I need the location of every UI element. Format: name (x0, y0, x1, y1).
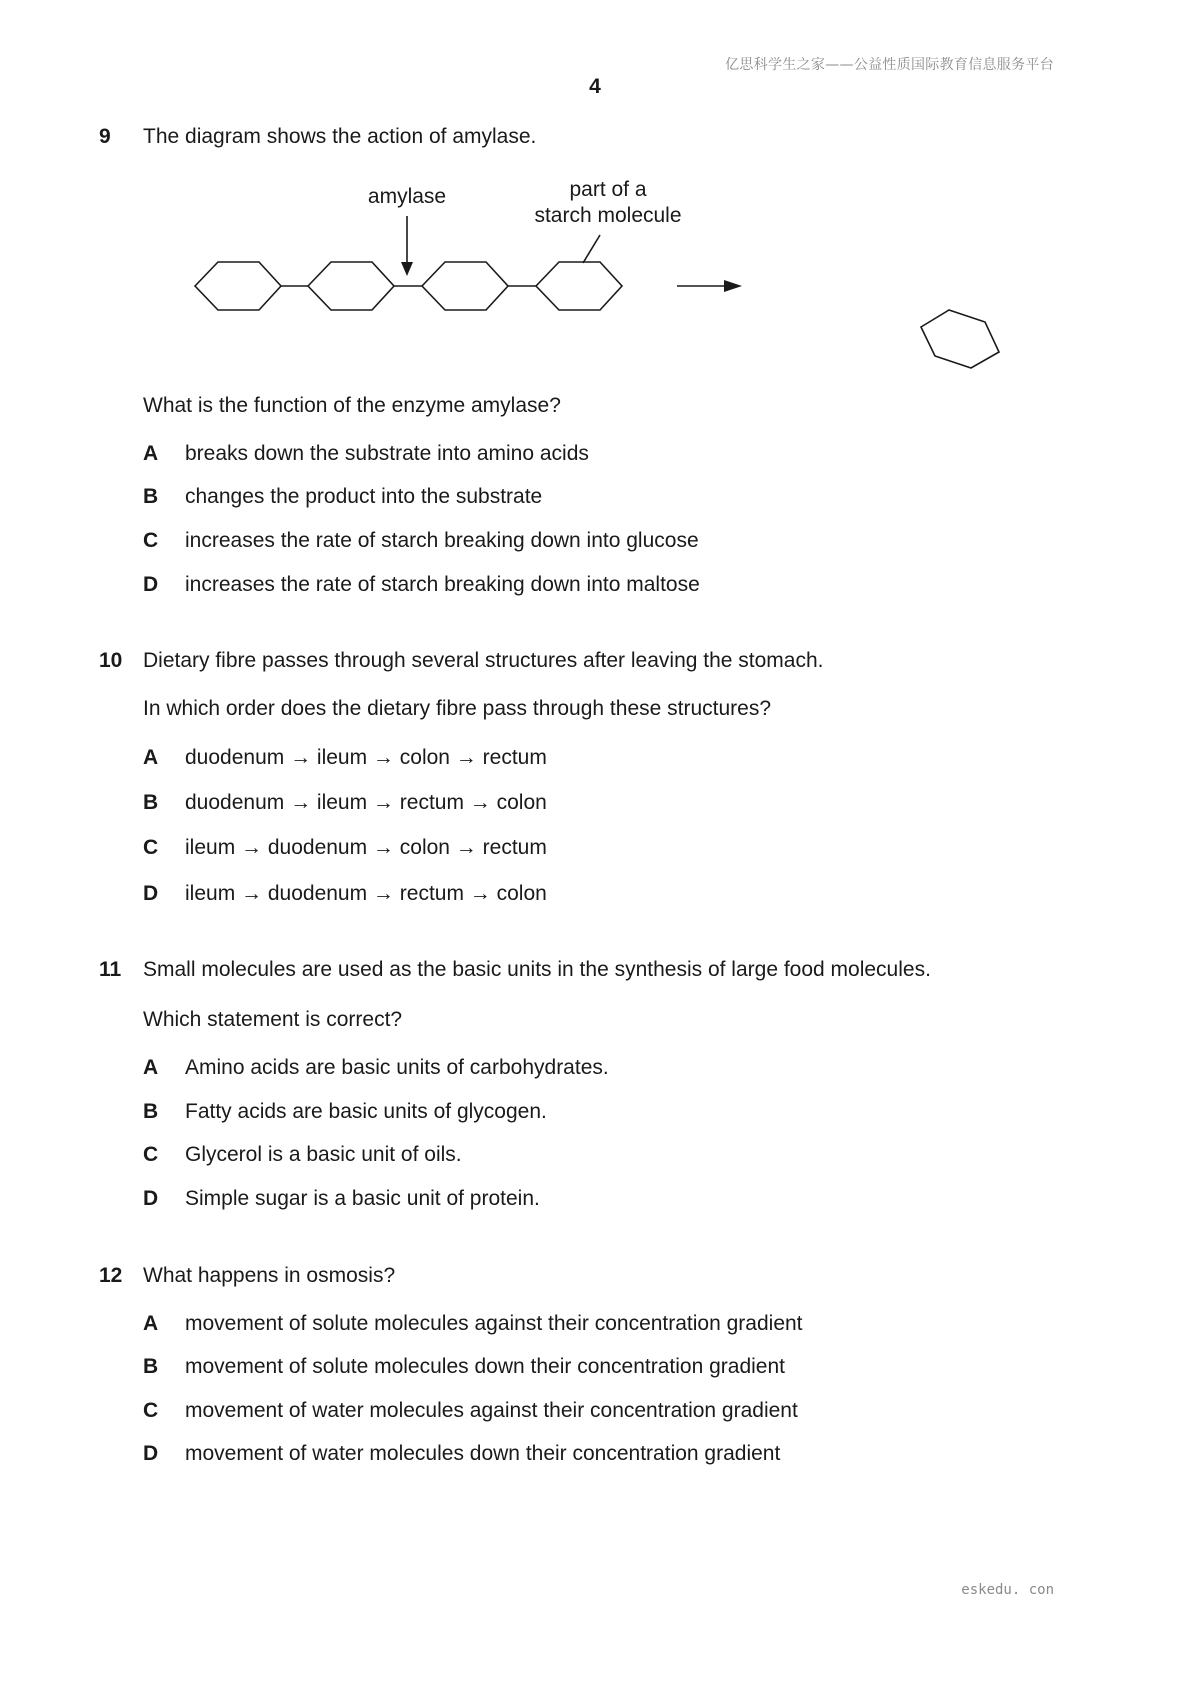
question-12-option-b: movement of solute molecules down their concentration gradient (185, 1355, 785, 1378)
question-10-option-a: duodenum → ileum → colon → rectum (185, 746, 547, 769)
question-11-option-b-letter: B (143, 1100, 159, 1123)
label-amylase: amylase (367, 185, 447, 208)
question-12-option-b-letter: B (143, 1355, 159, 1378)
question-10-prompt: In which order does the dietary fibre pass through these structures? (143, 697, 772, 720)
page-number: 4 (589, 75, 601, 98)
question-9-option-c-letter: C (143, 529, 159, 552)
question-12-option-a-letter: A (143, 1312, 159, 1335)
question-12-option-c-letter: C (143, 1399, 159, 1422)
question-11-prompt: Which statement is correct? (143, 1008, 403, 1031)
starch-glucose-unit-1 (195, 262, 281, 310)
question-11-option-b: Fatty acids are basic units of glycogen. (185, 1100, 547, 1123)
starch-glucose-unit-2 (308, 262, 394, 310)
starch-glucose-unit-4 (536, 262, 622, 310)
question-10-option-a-letter: A (143, 746, 159, 769)
question-9-option-b: changes the product into the substrate (185, 485, 543, 508)
question-10-option-d: ileum → duodenum → rectum → colon (185, 882, 547, 905)
question-9-stem: The diagram shows the action of amylase. (143, 125, 537, 148)
question-9-option-d-letter: D (143, 573, 159, 596)
question-11-stem: Small molecules are used as the basic units in the synthesis of large food molecules. (143, 958, 931, 981)
question-10-option-d-letter: D (143, 882, 159, 905)
question-10-option-c: ileum → duodenum → colon → rectum (185, 836, 547, 859)
molecule-leader-line (583, 235, 600, 263)
amylase-arrowhead (401, 262, 413, 276)
question-10-number: 10 (99, 649, 123, 672)
question-12-option-c: movement of water molecules against their concentration gradient (185, 1399, 798, 1422)
question-11-option-c: Glycerol is a basic unit of oils. (185, 1143, 462, 1166)
question-12-option-a: movement of solute molecules against their concentration gradient (185, 1312, 803, 1335)
watermark-top: 亿思科学生之家——公益性质国际教育信息服务平台 (725, 57, 1054, 73)
question-11-option-a-letter: A (143, 1056, 159, 1079)
label-molecule-line-1: part of a (569, 178, 647, 201)
question-12-option-d-letter: D (143, 1442, 159, 1465)
question-9-option-a: breaks down the substrate into amino acids (185, 442, 589, 465)
question-12-stem: What happens in osmosis? (143, 1264, 396, 1287)
question-9-option-b-letter: B (143, 485, 159, 508)
question-10-option-c-letter: C (143, 836, 159, 859)
reaction-arrowhead (724, 280, 742, 292)
starch-glucose-unit-3 (422, 262, 508, 310)
question-10-option-b: duodenum → ileum → rectum → colon (185, 791, 547, 814)
watermark-bottom: eskedu. con (961, 1582, 1054, 1598)
question-11-option-d-letter: D (143, 1187, 159, 1210)
question-12-number: 12 (99, 1264, 123, 1287)
question-12-option-d: movement of water molecules down their concentration gradient (185, 1442, 781, 1465)
question-11-option-a: Amino acids are basic units of carbohydrates. (185, 1056, 609, 1079)
question-10-stem: Dietary fibre passes through several structures after leaving the stomach. (143, 649, 824, 672)
question-11-number: 11 (99, 958, 122, 981)
question-9-prompt: What is the function of the enzyme amylase? (143, 394, 561, 417)
question-9-number: 9 (99, 125, 111, 148)
question-11-option-d: Simple sugar is a basic unit of protein. (185, 1187, 540, 1210)
question-9-option-a-letter: A (143, 442, 159, 465)
question-9-option-d: increases the rate of starch breaking down into maltose (185, 573, 700, 596)
question-9-option-c: increases the rate of starch breaking down into glucose (185, 529, 699, 552)
product-molecule-hexagon (921, 310, 999, 368)
question-11-option-c-letter: C (143, 1143, 159, 1166)
question-10-option-b-letter: B (143, 791, 159, 814)
label-molecule-line-2: starch molecule (534, 204, 682, 227)
